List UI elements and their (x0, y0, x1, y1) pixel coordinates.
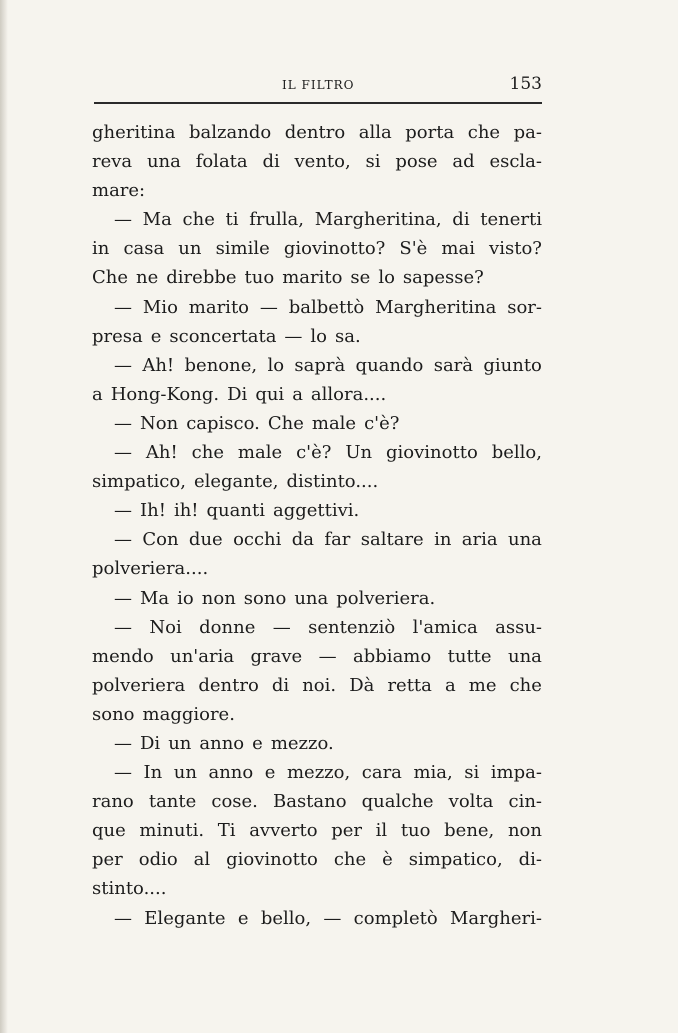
word: volta (448, 791, 494, 813)
word: quando (355, 354, 424, 376)
word: allora.... (310, 383, 387, 405)
word: qui (255, 383, 285, 405)
word: mare: (92, 180, 146, 202)
word: bello, (491, 442, 542, 464)
word: una (508, 645, 542, 667)
word: giovinotto (226, 849, 318, 871)
word: per (331, 820, 363, 842)
word: Elegante (144, 907, 226, 929)
word: Ah! (145, 442, 178, 464)
word: escla- (489, 151, 542, 173)
word: lo (378, 267, 395, 289)
word: Non (140, 412, 179, 434)
word: balzando (189, 122, 272, 143)
word: cin- (508, 791, 542, 813)
word: cara (361, 762, 402, 784)
word: e (252, 732, 263, 754)
word: che (467, 122, 501, 143)
header-rule (94, 102, 542, 104)
word: di (262, 151, 280, 173)
word: presa (92, 325, 143, 347)
word: gheritina (92, 122, 176, 143)
word: per (92, 849, 123, 871)
word: visto? (489, 238, 542, 260)
word: un (168, 732, 192, 754)
word: donne (199, 616, 256, 638)
word: Che (267, 412, 304, 434)
word: — (114, 732, 132, 754)
word: di (271, 674, 290, 696)
word: stinto.... (92, 878, 167, 900)
text-line (92, 380, 542, 409)
text-line (92, 234, 542, 263)
text-line (92, 729, 542, 758)
text-line (92, 613, 542, 642)
word: aggettivi. (272, 500, 360, 522)
word: grave (250, 645, 303, 667)
word: due (188, 529, 223, 551)
word: reva (92, 151, 133, 173)
word: Dà (349, 674, 375, 696)
word: tuo (400, 820, 431, 842)
word: saprà (294, 354, 346, 376)
word: lo (267, 354, 285, 376)
text-line (92, 816, 542, 845)
text-line (92, 496, 542, 525)
word: si (365, 151, 381, 173)
word: — (114, 209, 132, 231)
text-line (92, 438, 542, 467)
text-line (92, 205, 542, 234)
word: — (114, 412, 132, 434)
word: Ti (217, 820, 236, 842)
word: di- (518, 849, 542, 871)
word: Bastano (272, 791, 347, 813)
word: me (468, 674, 497, 696)
text-line (92, 671, 542, 700)
word: Di (227, 383, 248, 405)
word: Hong-Kong. (110, 383, 220, 405)
text-line (92, 525, 542, 554)
word: saltare (360, 529, 424, 551)
word: Margheri- (449, 907, 542, 929)
word: tante (148, 791, 197, 813)
word: Mio (142, 296, 178, 318)
word: marito (188, 296, 250, 318)
page-gutter-shadow (0, 0, 8, 1033)
word: sono (92, 703, 135, 725)
word: di (452, 209, 470, 231)
word: anno (199, 732, 245, 754)
word: odio (138, 849, 178, 871)
word: l'amica (412, 616, 478, 638)
word: Ma (140, 587, 170, 609)
word: mia, (413, 762, 453, 784)
word: ad (452, 151, 475, 173)
word: In (143, 762, 163, 784)
word: a (92, 383, 103, 405)
page-number: 153 (509, 74, 542, 94)
word: simpatico, (408, 849, 503, 871)
word: retta (387, 674, 432, 696)
word: che (333, 849, 367, 871)
word: — (114, 587, 132, 609)
text-line (92, 118, 542, 147)
word: dentro (284, 122, 346, 143)
word: è (382, 849, 393, 871)
word: sarà (433, 354, 474, 376)
word: non (507, 820, 542, 842)
word: ih! (173, 500, 199, 522)
word: Di (140, 732, 161, 754)
word: balbettò (288, 296, 365, 318)
word: tutte (447, 645, 492, 667)
word: un'aria (170, 645, 235, 667)
text-line (92, 263, 542, 292)
word: — (259, 296, 278, 318)
text-line (92, 584, 542, 613)
word: se (350, 267, 371, 289)
word: non (201, 587, 236, 609)
word: una (507, 529, 542, 551)
word: sor- (507, 296, 542, 318)
word: una (146, 151, 181, 173)
text-line (92, 351, 542, 380)
word: al (193, 849, 211, 871)
word: polveriera (92, 674, 186, 696)
word: qualche (361, 791, 434, 813)
word: porta (405, 122, 455, 143)
word: Margheritina, (314, 209, 442, 231)
word: — (284, 325, 303, 347)
word: male (311, 412, 357, 434)
word: folata (195, 151, 248, 173)
word: abbiamo (353, 645, 432, 667)
word: ti (225, 209, 239, 231)
word: S'è (399, 238, 428, 260)
text-line (92, 322, 542, 351)
word: polveriera. (336, 587, 436, 609)
word: avverto (249, 820, 318, 842)
word: in (434, 529, 452, 551)
word: mai (441, 238, 475, 260)
word: Che (92, 267, 129, 289)
word: e (150, 325, 162, 347)
text-line (92, 845, 542, 874)
word: aria (461, 529, 498, 551)
text-body (92, 118, 542, 933)
word: da (291, 529, 315, 551)
word: Un (345, 442, 373, 464)
word: Ih! (140, 500, 166, 522)
word: c'è? (296, 442, 332, 464)
word: — (114, 354, 132, 376)
text-line (92, 758, 542, 787)
word: pa- (513, 122, 542, 143)
word: c'è? (364, 412, 400, 434)
word: a (444, 674, 456, 696)
word: un (173, 762, 197, 784)
word: il (375, 820, 388, 842)
text-line (92, 409, 542, 438)
word: Noi (149, 616, 182, 638)
text-line (92, 874, 542, 903)
word: che (191, 442, 224, 464)
word: distinto.... (286, 471, 379, 493)
word: rano (92, 791, 134, 813)
word: completò (353, 907, 438, 929)
word: elegante, (193, 471, 279, 493)
word: — (114, 442, 132, 464)
word: benone, (184, 354, 258, 376)
text-line (92, 176, 542, 205)
word: ne (136, 267, 159, 289)
word: — (272, 616, 291, 638)
word: sentenziò (308, 616, 396, 638)
word: — (114, 616, 132, 638)
word: sa. (335, 325, 361, 347)
word: in (92, 238, 110, 260)
word: frulla, (249, 209, 305, 231)
word: — (114, 907, 132, 929)
word: Ma (142, 209, 172, 231)
word: — (318, 645, 337, 667)
word: sapesse? (402, 267, 484, 289)
word: tuo (244, 267, 275, 289)
word: maggiore. (142, 703, 235, 725)
word: impa- (490, 762, 542, 784)
word: lo (310, 325, 328, 347)
word: mezzo. (270, 732, 334, 754)
word: — (114, 296, 132, 318)
word: far (324, 529, 351, 551)
text-line (92, 642, 542, 671)
word: vento, (294, 151, 351, 173)
word: minuti. (139, 820, 205, 842)
word: noi. (302, 674, 337, 696)
word: Margheritina (375, 296, 497, 318)
word: tenerti (480, 209, 542, 231)
word: un (178, 238, 202, 260)
word: bello, (260, 907, 312, 929)
text-line (92, 700, 542, 729)
text-line (92, 147, 542, 176)
word: — (323, 907, 342, 929)
word: Ah! (142, 354, 175, 376)
text-line (92, 467, 542, 496)
word: casa (123, 238, 165, 260)
word: occhi (233, 529, 282, 551)
word: che (182, 209, 215, 231)
word: alla (358, 122, 392, 143)
word: polveriera.... (92, 558, 209, 580)
word: si (464, 762, 480, 784)
word: — (114, 762, 132, 784)
word: dentro (198, 674, 259, 696)
word: simile (215, 238, 270, 260)
text-line (92, 787, 542, 816)
word: che (509, 674, 542, 696)
page-header (92, 72, 542, 102)
word: e (264, 762, 276, 784)
word: giovinotto? (283, 238, 386, 260)
word: una (294, 587, 329, 609)
word: e (237, 907, 249, 929)
word: — (114, 529, 132, 551)
word: pose (395, 151, 438, 173)
word: cose. (211, 791, 258, 813)
word: quanti (206, 500, 265, 522)
word: mendo (92, 645, 154, 667)
word: io (177, 587, 194, 609)
text-line (92, 904, 542, 933)
word: sconcertata (169, 325, 277, 347)
word: a (292, 383, 303, 405)
word: mezzo, (286, 762, 351, 784)
word: capisco. (186, 412, 260, 434)
text-line (92, 293, 542, 322)
word: bene, (444, 820, 495, 842)
word: assu- (495, 616, 542, 638)
word: Con (142, 529, 179, 551)
word: marito (282, 267, 343, 289)
word: giunto (483, 354, 542, 376)
word: simpatico, (92, 471, 186, 493)
running-title: IL FILTRO (282, 78, 355, 92)
word: sono (243, 587, 287, 609)
word: — (114, 500, 132, 522)
text-line (92, 554, 542, 583)
word: direbbe (166, 267, 237, 289)
word: que (92, 820, 126, 842)
word: anno (208, 762, 254, 784)
word: male (237, 442, 283, 464)
word: giovinotto (386, 442, 478, 464)
